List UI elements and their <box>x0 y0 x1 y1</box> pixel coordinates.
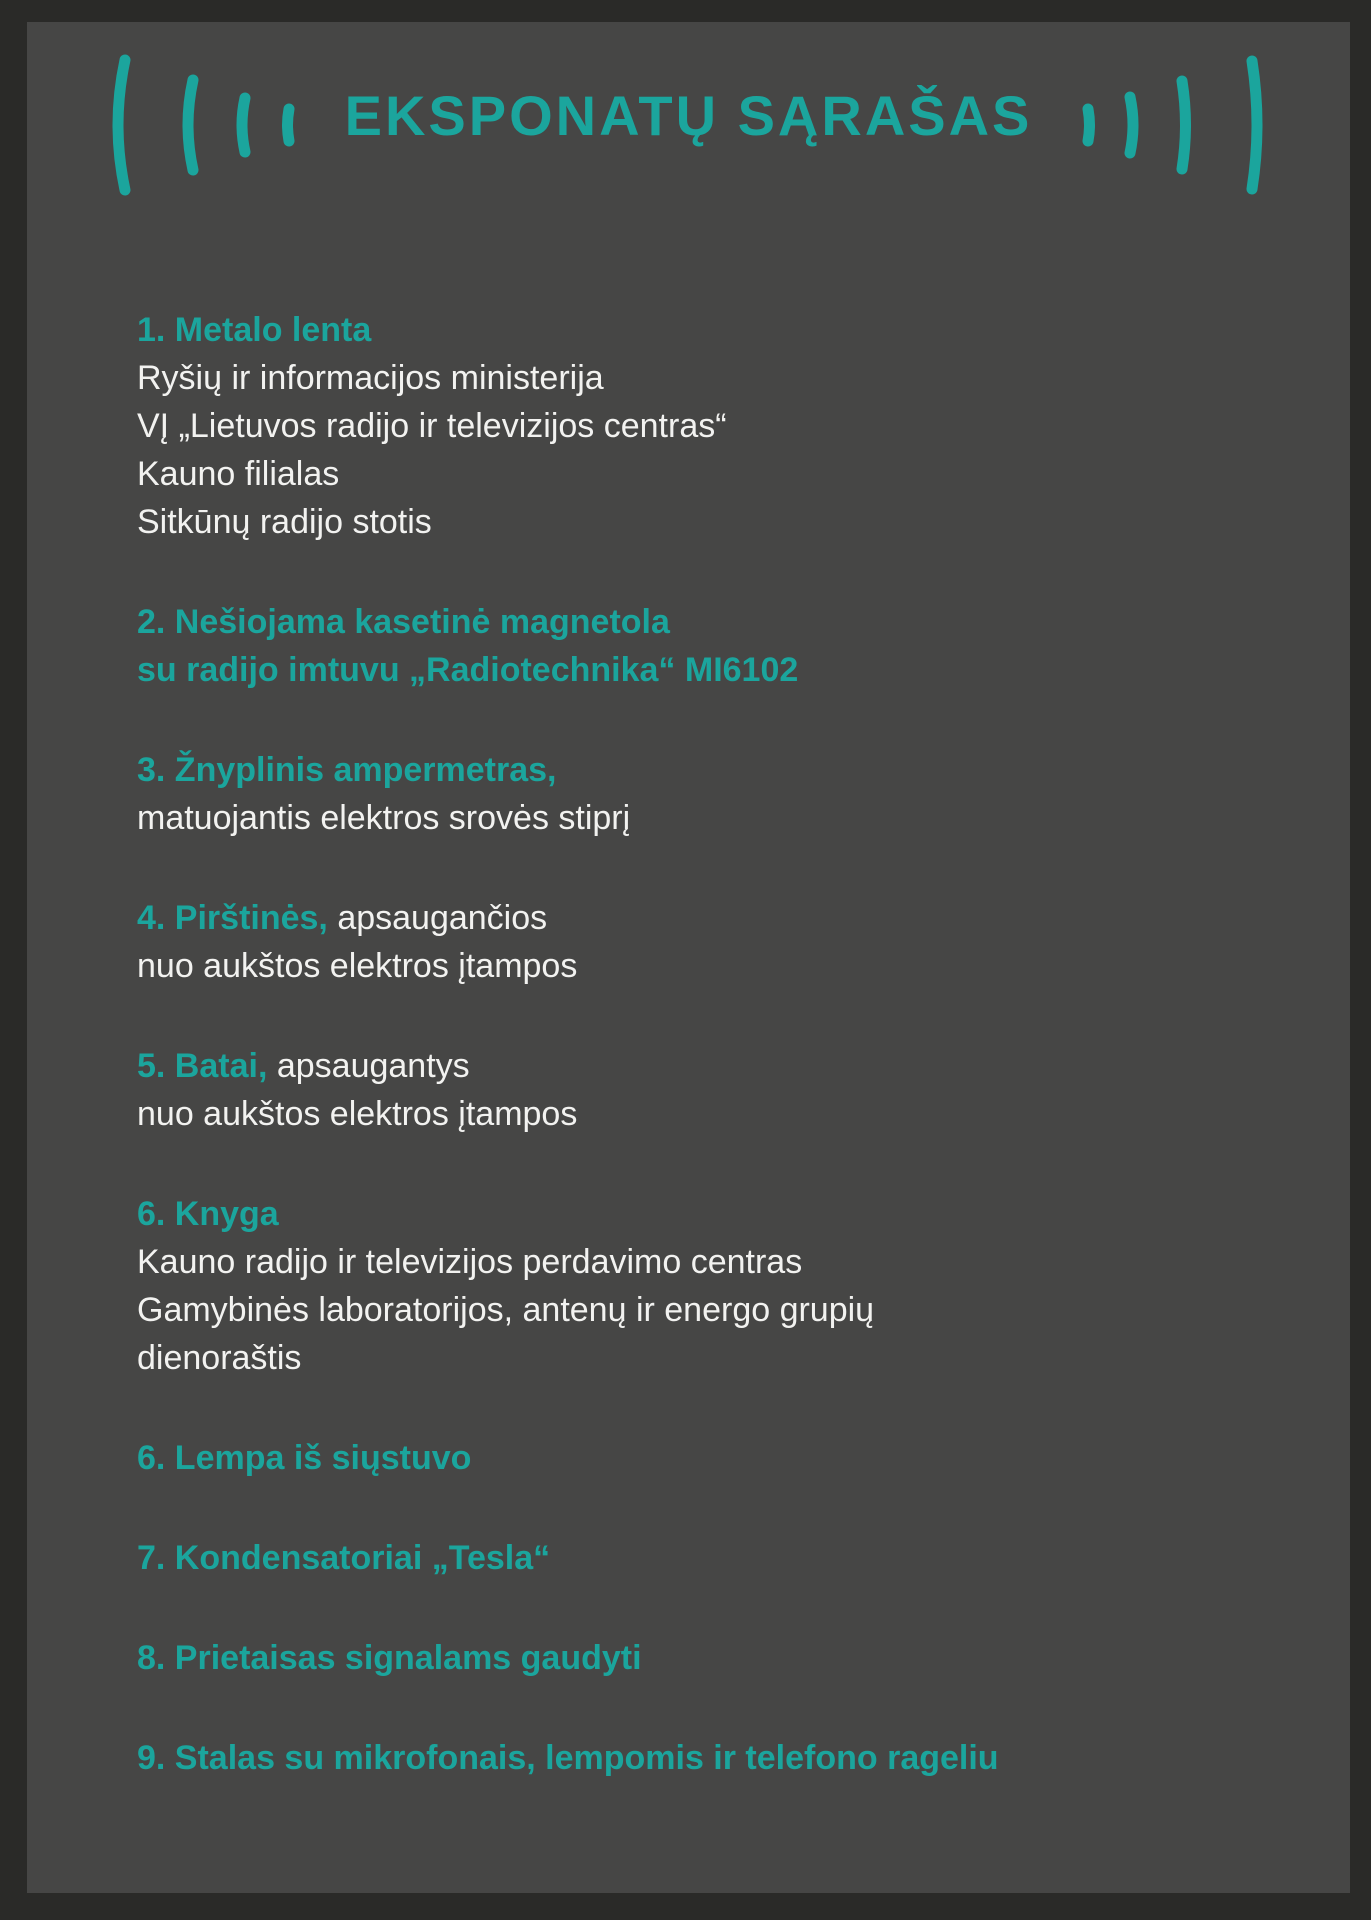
exhibit-item <box>137 894 1310 990</box>
item-line <box>137 1238 1310 1286</box>
item-line <box>137 794 1310 842</box>
text-segment: 9. Stalas su mikrofonais, lempomis ir telefono rageliu <box>137 1739 999 1777</box>
exhibit-item <box>137 1434 1310 1482</box>
item-line <box>137 1734 1310 1782</box>
text-segment: matuojantis elektros srovės stiprį <box>137 799 631 837</box>
exhibit-item <box>137 1042 1310 1138</box>
item-line <box>137 1286 1310 1334</box>
text-segment: Ryšių ir informacijos ministerija <box>137 359 604 397</box>
text-segment: nuo aukštos elektros įtampos <box>137 947 578 985</box>
text-segment: 3. Žnyplinis ampermetras, <box>137 751 557 789</box>
item-line <box>137 1434 1310 1482</box>
item-line <box>137 942 1310 990</box>
content-panel <box>27 22 1350 1893</box>
text-segment: 2. Nešiojama kasetinė magnetola <box>137 603 670 641</box>
exhibit-item <box>137 746 1310 842</box>
item-line <box>137 450 1310 498</box>
text-segment: su radijo imtuvu „Radiotechnika“ MI6102 <box>137 651 799 689</box>
item-line <box>137 746 1310 794</box>
item-line <box>137 354 1310 402</box>
item-line <box>137 598 1310 646</box>
text-segment: apsaugantys <box>267 1047 470 1085</box>
text-segment: Kauno filialas <box>137 455 340 493</box>
exhibit-item <box>137 1634 1310 1682</box>
exhibit-item <box>137 306 1310 546</box>
text-segment: 4. Pirštinės, <box>137 899 328 937</box>
exhibit-item <box>137 1734 1310 1782</box>
text-segment: apsaugančios <box>327 899 548 937</box>
item-line <box>137 1190 1310 1238</box>
item-line <box>137 646 1310 694</box>
item-line <box>137 1334 1310 1382</box>
text-segment: dienoraštis <box>137 1339 302 1377</box>
exhibit-list <box>27 22 1350 1893</box>
item-line <box>137 402 1310 450</box>
text-segment: 6. Knyga <box>137 1195 279 1233</box>
item-line <box>137 1534 1310 1582</box>
text-segment: 7. Kondensatoriai „Tesla“ <box>137 1539 551 1577</box>
item-line <box>137 894 1310 942</box>
item-line <box>137 1634 1310 1682</box>
exhibit-item <box>137 1190 1310 1382</box>
text-segment: 8. Prietaisas signalams gaudyti <box>137 1639 642 1677</box>
text-segment: 5. Batai, <box>137 1047 268 1085</box>
text-segment: Kauno radijo ir televizijos perdavimo centras <box>137 1243 803 1281</box>
item-line <box>137 498 1310 546</box>
text-segment: 1. Metalo lenta <box>137 311 372 349</box>
text-segment: nuo aukštos elektros įtampos <box>137 1095 578 1133</box>
exhibit-item <box>137 598 1310 694</box>
text-segment: Gamybinės laboratorijos, antenų ir energo grupių <box>137 1291 875 1329</box>
text-segment: Sitkūnų radijo stotis <box>137 503 432 541</box>
page-title: EKSPONATŲ SĄRAŠAS <box>344 83 1033 147</box>
item-line <box>137 1042 1310 1090</box>
exhibit-item <box>137 1534 1310 1582</box>
text-segment: VĮ „Lietuvos radijo ir televizijos centras“ <box>137 407 727 445</box>
item-line <box>137 1090 1310 1138</box>
text-segment: 6. Lempa iš siųstuvo <box>137 1439 472 1477</box>
item-line <box>137 306 1310 354</box>
